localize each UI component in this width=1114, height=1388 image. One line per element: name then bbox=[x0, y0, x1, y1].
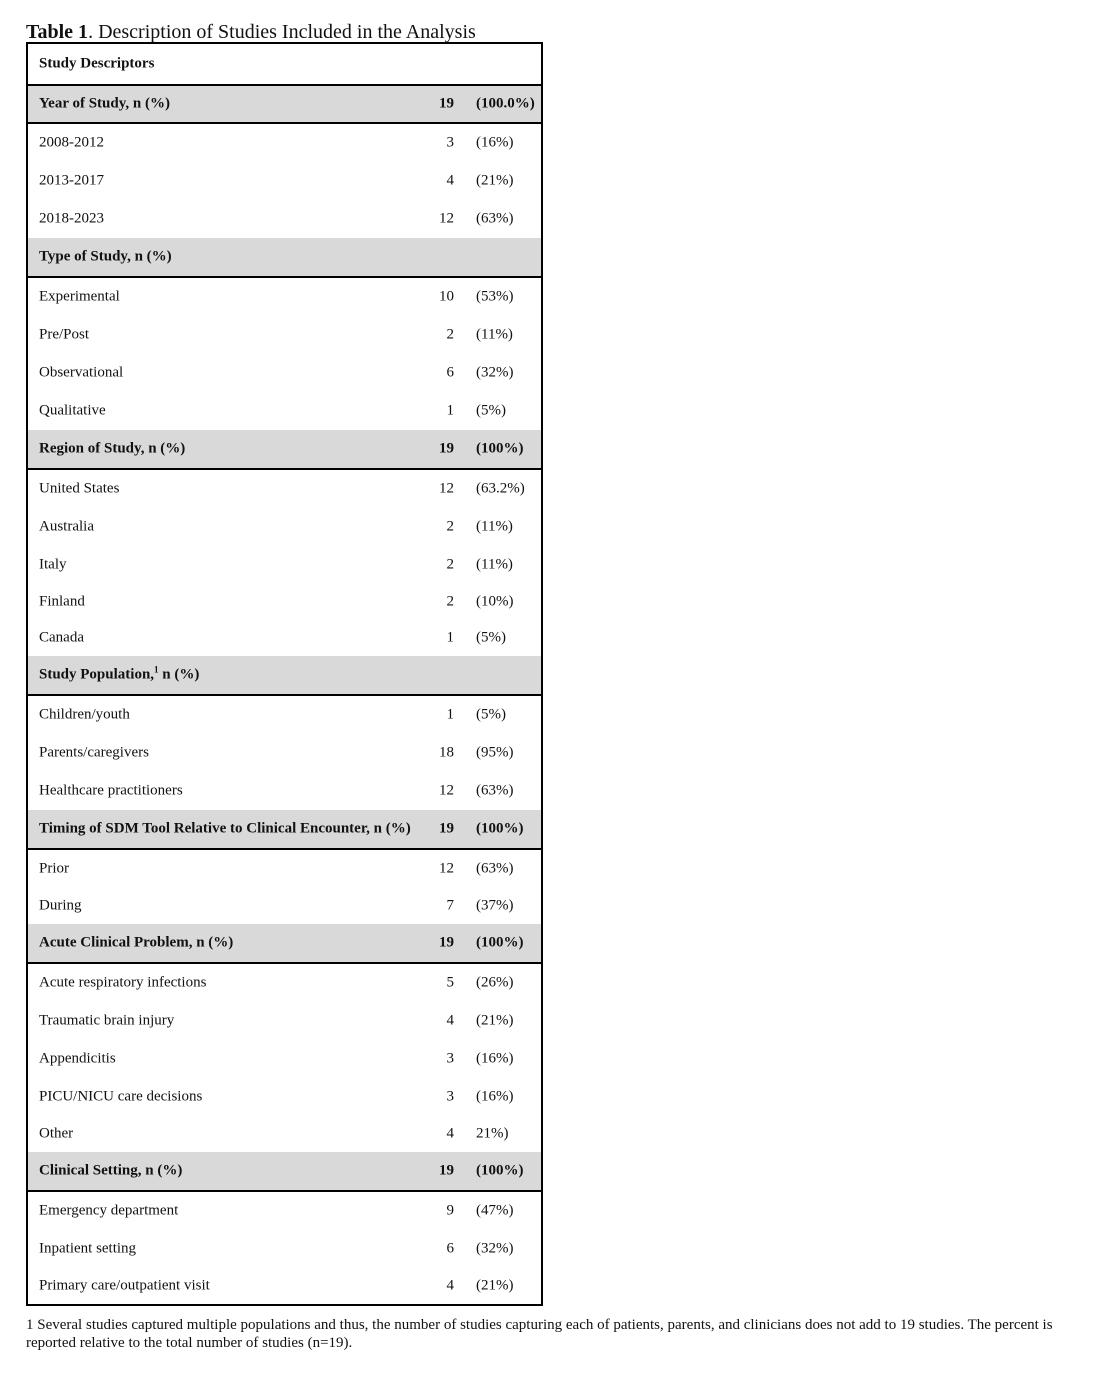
section-title bbox=[39, 441, 185, 458]
row-label: Children/youth bbox=[39, 706, 130, 723]
section-header-row bbox=[28, 656, 541, 696]
row-percent: (16%) bbox=[476, 134, 514, 151]
section-title bbox=[39, 96, 170, 113]
row-label: 2018-2023 bbox=[39, 210, 104, 227]
section-header-row bbox=[28, 1152, 541, 1192]
table-row bbox=[28, 1268, 541, 1304]
section-header-row bbox=[28, 84, 541, 124]
row-label: 2013-2017 bbox=[39, 172, 104, 189]
row-label: Emergency department bbox=[39, 1202, 179, 1219]
section-total-percent: (100%) bbox=[476, 820, 524, 837]
row-count: 1 bbox=[446, 706, 454, 723]
row-count: 12 bbox=[439, 480, 454, 497]
study-descriptors-table bbox=[26, 42, 543, 1306]
row-label: Australia bbox=[39, 518, 94, 535]
row-label: Pre/Post bbox=[39, 326, 90, 343]
row-percent: (63%) bbox=[476, 860, 514, 877]
row-count: 4 bbox=[446, 1012, 454, 1029]
row-percent: (63%) bbox=[476, 782, 514, 799]
table-row bbox=[28, 1002, 541, 1040]
row-label: During bbox=[39, 897, 82, 914]
row-percent: (37%) bbox=[476, 897, 514, 914]
section-total-percent: (100%) bbox=[476, 440, 524, 457]
row-percent: (63%) bbox=[476, 210, 514, 227]
row-label: Healthcare practitioners bbox=[39, 782, 183, 799]
section-title bbox=[39, 664, 200, 684]
row-label: Inpatient setting bbox=[39, 1240, 137, 1257]
row-count: 10 bbox=[439, 288, 454, 305]
section-title-tail: n (%) bbox=[158, 666, 200, 683]
row-label: Parents/caregivers bbox=[39, 744, 149, 761]
row-label: Appendicitis bbox=[39, 1050, 116, 1067]
section-total-n: 19 bbox=[439, 934, 454, 951]
table-row bbox=[28, 584, 541, 620]
table-body bbox=[28, 84, 541, 1304]
table-header-row bbox=[28, 44, 541, 84]
section-header-row bbox=[28, 238, 541, 278]
table-row bbox=[28, 546, 541, 584]
row-percent: (21%) bbox=[476, 1012, 514, 1029]
section-title-text: Region of Study, n (%) bbox=[39, 440, 186, 457]
table-row bbox=[28, 772, 541, 810]
row-label: Canada bbox=[39, 629, 84, 646]
row-label: Acute respiratory infections bbox=[39, 974, 207, 991]
row-percent: (95%) bbox=[476, 744, 514, 761]
table-row bbox=[28, 392, 541, 430]
row-count: 12 bbox=[439, 210, 454, 227]
section-total-percent: (100%) bbox=[476, 934, 524, 951]
row-percent: (63.2%) bbox=[476, 480, 525, 497]
row-label: Primary care/outpatient visit bbox=[39, 1277, 210, 1294]
footnote-marker: 1 bbox=[154, 664, 159, 675]
row-percent: (11%) bbox=[476, 518, 513, 535]
section-title-text: Timing of SDM Tool Relative to Clinical Encounter, n (%) bbox=[39, 820, 411, 837]
row-count: 7 bbox=[446, 897, 454, 914]
table-header-label: Study Descriptors bbox=[39, 55, 155, 72]
table-row bbox=[28, 696, 541, 734]
section-title-text: Acute Clinical Problem, n (%) bbox=[39, 934, 234, 951]
row-count: 9 bbox=[446, 1202, 454, 1219]
table-row bbox=[28, 620, 541, 656]
row-count: 1 bbox=[446, 629, 454, 646]
row-percent: (16%) bbox=[476, 1088, 514, 1105]
table-row bbox=[28, 278, 541, 316]
row-percent: (5%) bbox=[476, 706, 506, 723]
section-header-row bbox=[28, 810, 541, 850]
section-title bbox=[39, 935, 233, 952]
table-title: . Description of Studies Included in the Analysis bbox=[88, 21, 476, 43]
section-title-text: Year of Study, n (%) bbox=[39, 95, 170, 112]
row-count: 18 bbox=[439, 744, 454, 761]
row-percent: (5%) bbox=[476, 402, 506, 419]
row-count: 3 bbox=[446, 134, 454, 151]
section-title bbox=[39, 249, 172, 266]
table-footnote: 1 Several studies captured multiple populations and thus, the number of studies capturing each of patients, parents, and clinicians does not add to 19 studies. The percent is reported relative to the total number of studies (n=19). bbox=[26, 1317, 1053, 1351]
row-label: Finland bbox=[39, 593, 85, 610]
row-count: 4 bbox=[446, 1277, 454, 1294]
section-total-n: 19 bbox=[439, 1162, 454, 1179]
table-row bbox=[28, 354, 541, 392]
row-percent: (11%) bbox=[476, 556, 513, 573]
section-total-n: 19 bbox=[439, 440, 454, 457]
row-count: 4 bbox=[446, 172, 454, 189]
row-label: Other bbox=[39, 1125, 74, 1142]
section-header-row bbox=[28, 924, 541, 964]
table-row bbox=[28, 1116, 541, 1152]
row-count: 12 bbox=[439, 782, 454, 799]
table-row bbox=[28, 1078, 541, 1116]
row-percent: (32%) bbox=[476, 1240, 514, 1257]
row-percent: (11%) bbox=[476, 326, 513, 343]
row-count: 2 bbox=[446, 556, 454, 573]
row-label: Observational bbox=[39, 364, 124, 381]
row-label: Qualitative bbox=[39, 402, 106, 419]
table-row bbox=[28, 316, 541, 354]
row-label: Italy bbox=[39, 556, 67, 573]
row-count: 2 bbox=[446, 518, 454, 535]
section-total-percent: (100.0%) bbox=[476, 95, 535, 112]
row-count: 3 bbox=[446, 1088, 454, 1105]
table-row bbox=[28, 1192, 541, 1230]
row-count: 12 bbox=[439, 860, 454, 877]
row-count: 6 bbox=[446, 364, 454, 381]
row-percent: (32%) bbox=[476, 364, 514, 381]
section-title-text: Study Population, bbox=[39, 666, 155, 683]
section-total-n: 19 bbox=[439, 95, 454, 112]
row-count: 1 bbox=[446, 402, 454, 419]
table-row bbox=[28, 470, 541, 508]
table-row bbox=[28, 1040, 541, 1078]
row-percent: (21%) bbox=[476, 1277, 514, 1294]
table-row bbox=[28, 508, 541, 546]
row-count: 2 bbox=[446, 593, 454, 610]
table-row bbox=[28, 124, 541, 162]
row-count: 3 bbox=[446, 1050, 454, 1067]
section-title-text: Clinical Setting, n (%) bbox=[39, 1162, 183, 1179]
table-row bbox=[28, 1230, 541, 1268]
table-row bbox=[28, 200, 541, 238]
table-row bbox=[28, 964, 541, 1002]
row-label: United States bbox=[39, 480, 120, 497]
row-label: Prior bbox=[39, 860, 69, 877]
row-count: 5 bbox=[446, 974, 454, 991]
row-count: 6 bbox=[446, 1240, 454, 1257]
row-count: 4 bbox=[446, 1125, 454, 1142]
table-number: Table 1 bbox=[26, 21, 89, 43]
row-percent: (5%) bbox=[476, 629, 506, 646]
section-title bbox=[39, 1163, 182, 1180]
table-row bbox=[28, 888, 541, 924]
table-row bbox=[28, 162, 541, 200]
section-title-text: Type of Study, n (%) bbox=[39, 248, 172, 265]
row-percent: (21%) bbox=[476, 172, 514, 189]
row-label: Traumatic brain injury bbox=[39, 1012, 175, 1029]
row-percent: (26%) bbox=[476, 974, 514, 991]
row-percent: (10%) bbox=[476, 593, 514, 610]
row-percent: 21%) bbox=[476, 1125, 509, 1142]
section-header-row bbox=[28, 430, 541, 470]
row-label: 2008-2012 bbox=[39, 134, 104, 151]
row-percent: (16%) bbox=[476, 1050, 514, 1067]
table-row bbox=[28, 734, 541, 772]
row-percent: (47%) bbox=[476, 1202, 514, 1219]
section-title bbox=[39, 821, 411, 838]
row-percent: (53%) bbox=[476, 288, 514, 305]
row-label: Experimental bbox=[39, 288, 120, 305]
row-count: 2 bbox=[446, 326, 454, 343]
section-total-n: 19 bbox=[439, 820, 454, 837]
table-row bbox=[28, 850, 541, 888]
row-label: PICU/NICU care decisions bbox=[39, 1088, 203, 1105]
section-total-percent: (100%) bbox=[476, 1162, 524, 1179]
